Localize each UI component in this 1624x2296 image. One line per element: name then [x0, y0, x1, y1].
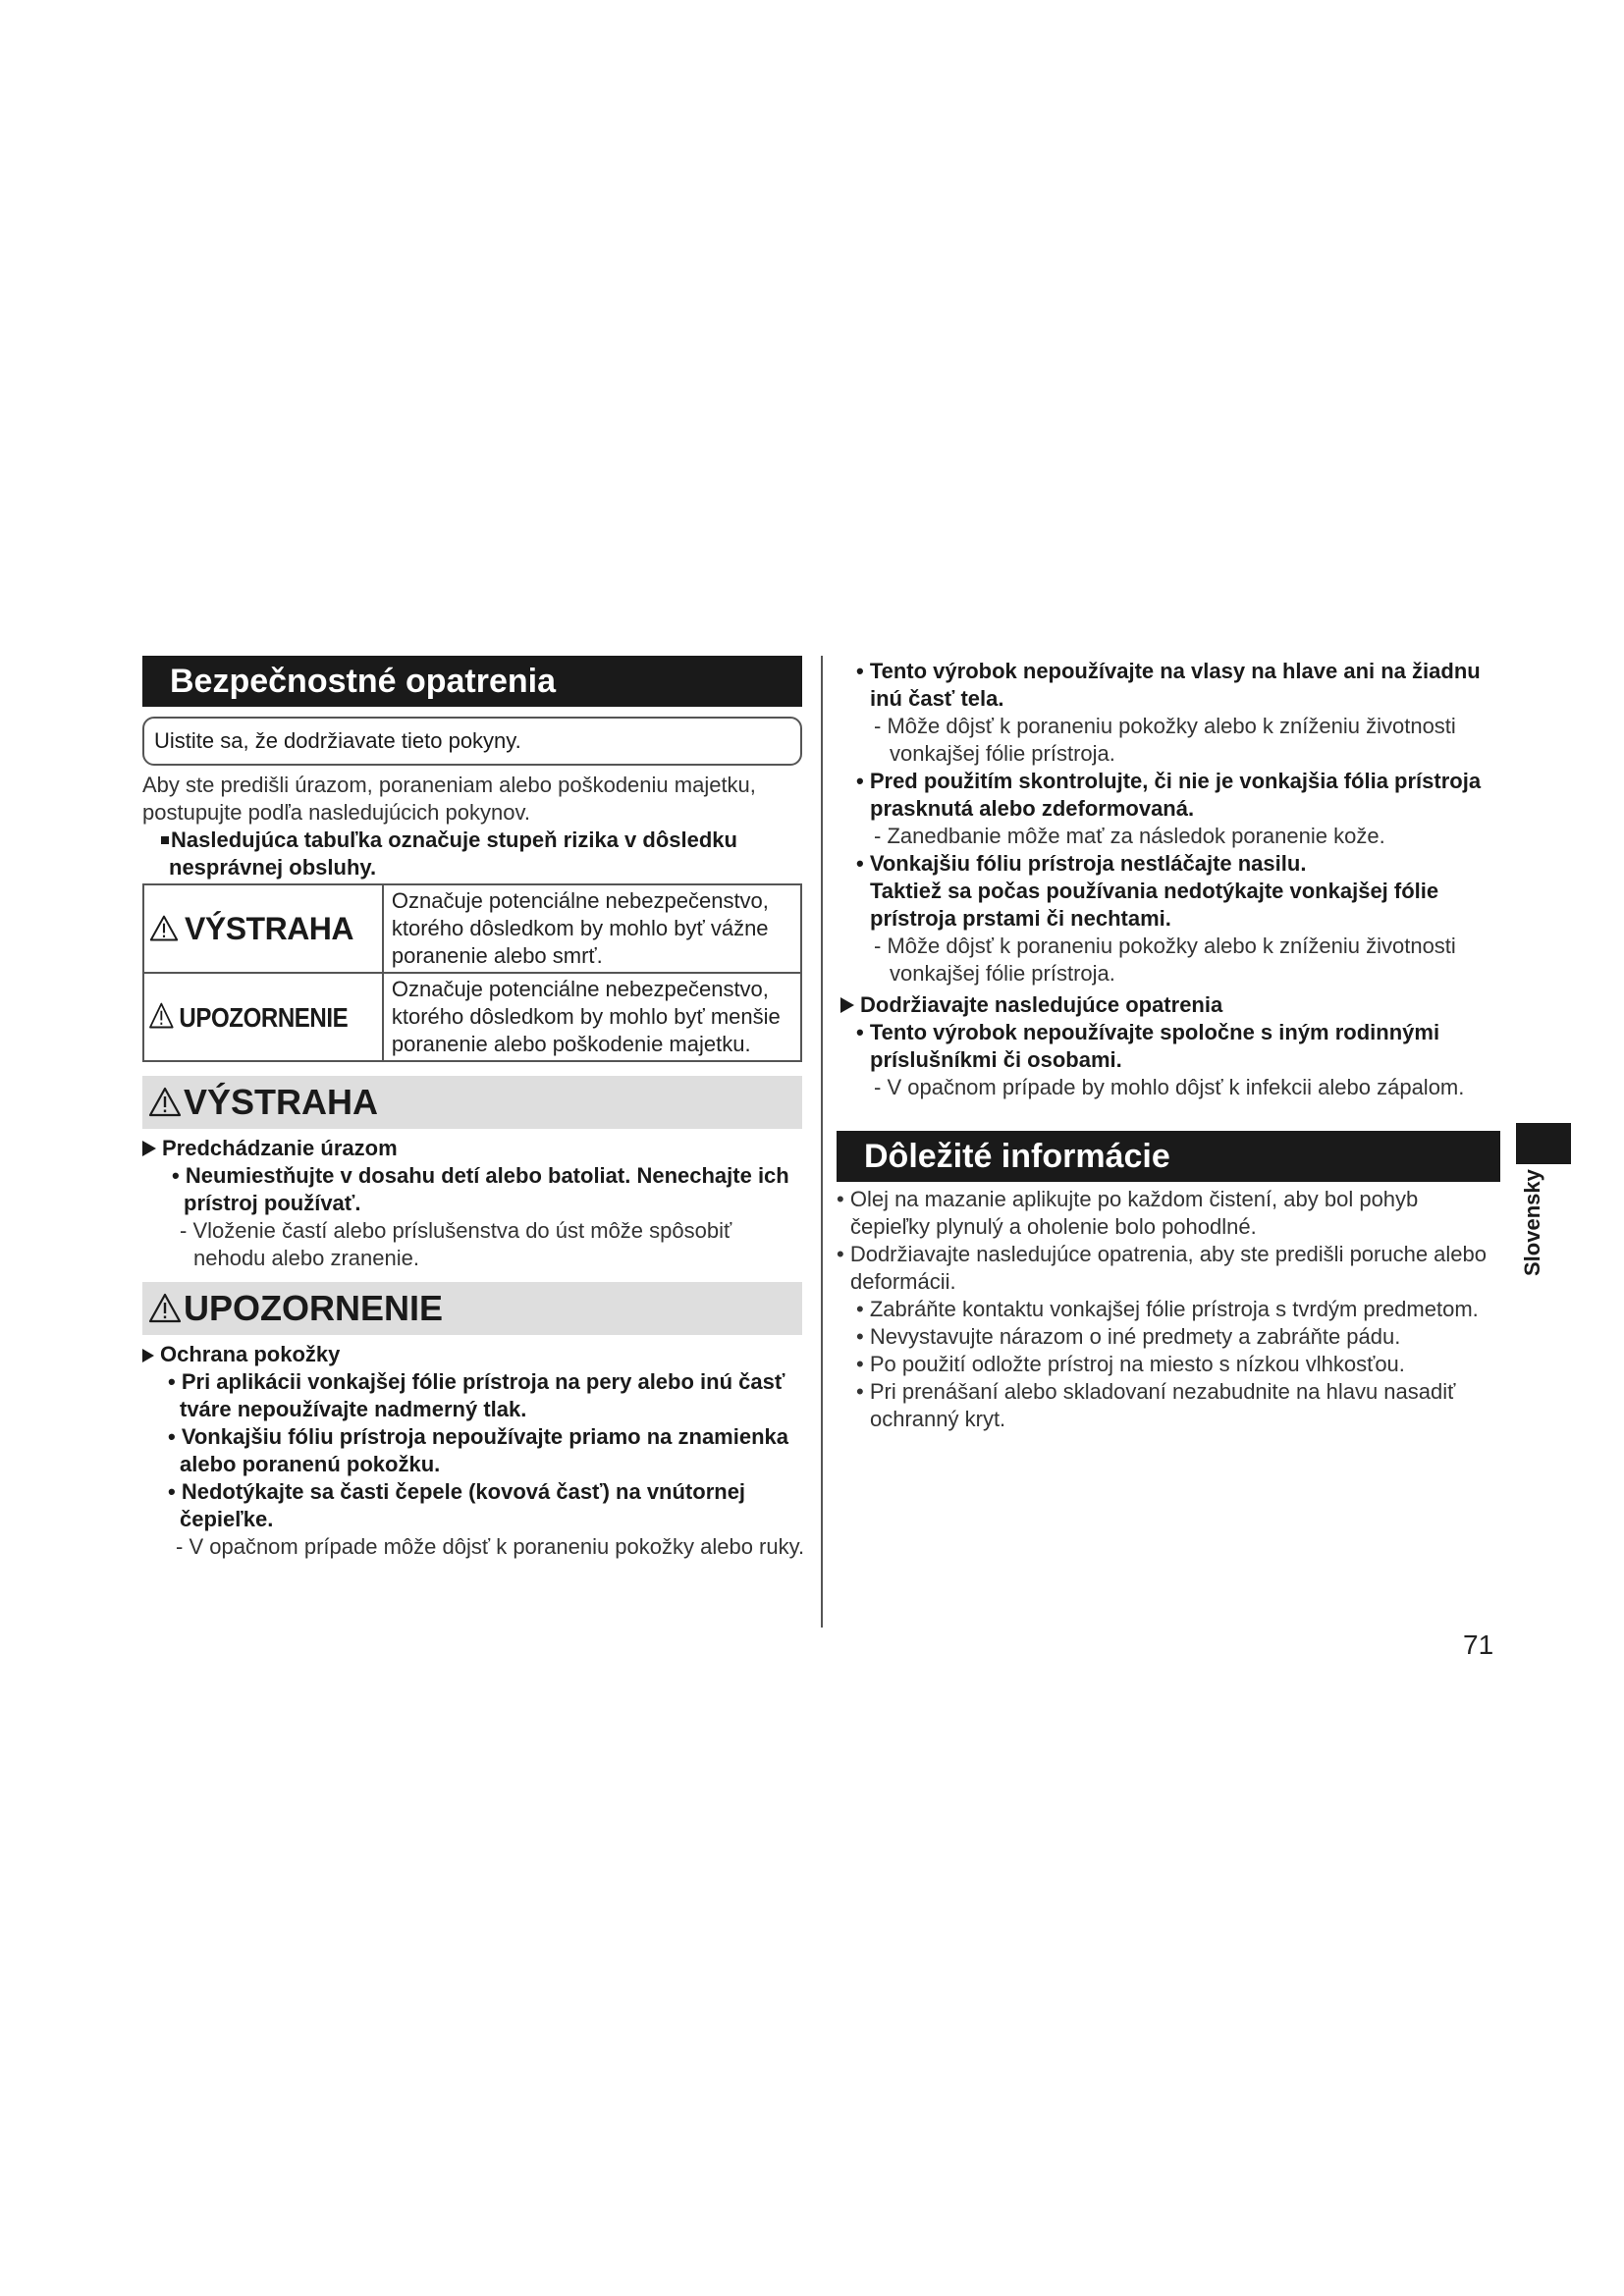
safety-note-line: V opačnom prípade by mohlo dôjsť k infekcii alebo zápalom.: [887, 1075, 1465, 1099]
table-note: [161, 827, 829, 881]
section-title-safety: [142, 656, 802, 707]
right-column-safety-list: • Tento výrobok nepoužívajte na vlasy na hlave ani na žiadnu inú časť tela. - Môže dôjsť k poraneniu pokožky alebo k zníženiu životnosti vonkajšej fólie prístroja. • Pred použitím skontrolujte, či nie je vonkajšia fólia prístroja prasknutá alebo zdeformovaná. - Zanedbanie môže mať za následok poranenie kože. • Vonkajšiu fóliu prístroja nestláčajte nasilu. Taktiež sa počas používania nedotýkajte vonkajšej fólie prístroja prstami či nechtami. - Môže dôjsť k poraneniu pokožky alebo k zníženiu životnosti vonkajšej fólie prístroja. Dodržiavajte nasledujúce opatrenia • Tento výrobok nepoužívajte spoločne s iným rodinnými príslušníkmi či osobami. - V opačnom prípade by mohlo dôjsť k infekcii alebo zápalom.: [856, 658, 1534, 1101]
intro-line: Aby ste predišli úrazom, poraneniam alebo poškodeniu majetku,: [142, 773, 756, 797]
safety-item-line: Tento výrobok nepoužívajte spoločne s iným rodinnými: [869, 1020, 1440, 1044]
info-subitem: Pri prenášaní alebo skladovaní nezabudnite na hlavu nasadiť: [869, 1379, 1456, 1404]
warning-triangle-icon: [148, 1001, 174, 1031]
warning-subheading: Predchádzanie úrazom: [162, 1136, 398, 1160]
risk-desc-line: ktorého dôsledkom by mohlo byť vážne: [391, 916, 769, 940]
info-subitem: ochranný kryt.: [870, 1407, 1006, 1431]
risk-desc-cell: [383, 973, 801, 1061]
square-bullet-icon: [161, 836, 169, 844]
table-note-line: Nasledujúca tabuľka označuje stupeň rizika v dôsledku: [171, 828, 737, 852]
warning-item-line: prístroj používať.: [184, 1191, 361, 1215]
caution-subheading: Ochrana pokožky: [160, 1342, 341, 1366]
section-title-safety-text: Bezpečnostné opatrenia: [170, 663, 556, 700]
caution-item-line: Pri aplikácii vonkajšej fólie prístroja na pery alebo inú časť: [181, 1369, 785, 1394]
safety-item-line: inú časť tela.: [870, 686, 1004, 711]
important-info-list: • Olej na mazanie aplikujte po každom čistení, aby bol pohyb čepieľky plynulý a oholenie bolo pohodlné. • Dodržiavajte nasledujúce opatrenia, aby ste predišli poruche alebo deformácii. • Zabráňte kontaktu vonkajšej fólie prístroja s tvrdým predmetom. • Nevystavujte nárazom o iné predmety a zabráňte pádu. • Po použití odložte prístroj na miesto s nízkou vlhkosťou. • Pri prenášaní alebo skladovaní nezabudnite na hlavu nasadiť ochranný kryt.: [837, 1186, 1524, 1433]
arrow-bullet-icon: [142, 1349, 154, 1362]
risk-label-text: VÝSTRAHA: [185, 910, 354, 946]
risk-level-table: [142, 883, 802, 1062]
safety-note-line: Môže dôjsť k poraneniu pokožky alebo k zníženiu životnosti: [887, 934, 1456, 958]
risk-desc-line: poranenie alebo smrť.: [391, 943, 603, 968]
info-subitem: Nevystavujte nárazom o iné predmety a zabráňte pádu.: [869, 1324, 1401, 1349]
notice-box-text: Uistite sa, že dodržiavate tieto pokyny.: [154, 728, 521, 753]
risk-desc-line: poranenie alebo poškodenie majetku.: [391, 1032, 751, 1056]
info-item-line: čepieľky plynulý a oholenie bolo pohodlné.: [850, 1214, 1257, 1239]
warning-heading-bar: [142, 1076, 802, 1129]
caution-section-content: Ochrana pokožky • Pri aplikácii vonkajšej fólie prístroja na pery alebo inú časť tváre nepoužívajte nadmerný tlak. • Vonkajšiu fóliu prístroja nepoužívajte priamo na znamienka alebo poranenú pokožku. • Nedotýkajte sa časti čepele (kovová časť) na vnútornej čepieľke. - V opačnom prípade môže dôjsť k poraneniu pokožky alebo ruky.: [142, 1341, 830, 1561]
caution-heading-text: UPOZORNENIE: [184, 1288, 444, 1328]
risk-label-caution: [145, 1001, 348, 1034]
risk-desc-line: Označuje potenciálne nebezpečenstvo,: [391, 977, 769, 1001]
precautions-subheading: Dodržiavajte nasledujúce opatrenia: [860, 992, 1223, 1017]
risk-desc-line: Označuje potenciálne nebezpečenstvo,: [391, 888, 769, 913]
risk-label-warning: [145, 911, 353, 946]
intro-line: postupujte podľa nasledujúcich pokynov.: [142, 800, 530, 825]
warning-triangle-icon: [148, 1292, 182, 1325]
info-item-line: deformácii.: [850, 1269, 956, 1294]
safety-item-line: Taktiež sa počas používania nedotýkajte vonkajšej fólie: [870, 879, 1439, 903]
section-title-important-info: [837, 1131, 1500, 1182]
page-number: [1463, 1629, 1493, 1661]
safety-note-line: vonkajšej fólie prístroja.: [890, 961, 1115, 986]
caution-heading-bar: [142, 1282, 802, 1335]
info-subitem: Zabráňte kontaktu vonkajšej fólie prístroja s tvrdým predmetom.: [869, 1297, 1479, 1321]
info-subitem: Po použití odložte prístroj na miesto s nízkou vlhkosťou.: [869, 1352, 1405, 1376]
safety-item-line: prasknutá alebo zdeformovaná.: [870, 796, 1195, 821]
intro-paragraph: [142, 772, 830, 827]
safety-note-line: Môže dôjsť k poraneniu pokožky alebo k zníženiu životnosti: [887, 714, 1456, 738]
column-divider: [821, 656, 823, 1628]
language-side-label-text: Slovensky: [1520, 1169, 1544, 1276]
caution-note: V opačnom prípade môže dôjsť k poraneniu pokožky alebo ruky.: [189, 1534, 805, 1559]
notice-box: [142, 717, 802, 766]
info-item-line: Dodržiavajte nasledujúce opatrenia, aby ste predišli poruche alebo: [849, 1242, 1488, 1266]
section-title-important-info-text: Dôležité informácie: [864, 1138, 1170, 1175]
page-number-text: 71: [1463, 1629, 1494, 1660]
table-note-line: nesprávnej obsluhy.: [169, 855, 377, 880]
caution-item-line: tváre nepoužívajte nadmerný tlak.: [180, 1397, 527, 1421]
warning-item-line: Neumiestňujte v dosahu detí alebo batoliat. Nenechajte ich: [185, 1163, 789, 1188]
risk-desc-line: ktorého dôsledkom by mohlo byť menšie: [391, 1004, 781, 1029]
arrow-bullet-icon: [142, 1141, 156, 1156]
language-side-label: [1520, 1169, 1545, 1276]
info-item-line: Olej na mazanie aplikujte po každom čistení, aby bol pohyb: [849, 1187, 1419, 1211]
safety-note-line: vonkajšej fólie prístroja.: [890, 741, 1115, 766]
warning-heading-text: VÝSTRAHA: [184, 1082, 379, 1122]
risk-label-text: UPOZORNENIE: [179, 1001, 349, 1033]
risk-label-cell: [143, 973, 383, 1061]
caution-item-line: Nedotýkajte sa časti čepele (kovová časť) na vnútornej: [181, 1479, 746, 1504]
warning-note-line: nehodu alebo zranenie.: [193, 1246, 419, 1270]
safety-item-line: príslušníkmi či osobami.: [870, 1047, 1122, 1072]
risk-row-warning: [143, 884, 801, 973]
risk-row-caution: [143, 973, 801, 1061]
warning-triangle-icon: [148, 1086, 182, 1119]
warning-section-content: Predchádzanie úrazom • Neumiestňujte v dosahu detí alebo batoliat. Nenechajte ich prístroj používať. - Vloženie častí alebo príslušenstva do úst môže spôsobiť nehodu alebo zranenie.: [142, 1135, 830, 1272]
warning-note-line: Vloženie častí alebo príslušenstva do úst môže spôsobiť: [192, 1218, 732, 1243]
safety-item-line: Vonkajšiu fóliu prístroja nestláčajte nasilu.: [869, 851, 1307, 876]
risk-desc-cell: [383, 884, 801, 973]
safety-item-line: Tento výrobok nepoužívajte na vlasy na hlave ani na žiadnu: [869, 659, 1481, 683]
caution-item-line: alebo poranenú pokožku.: [180, 1452, 441, 1476]
safety-item-line: prístroja prstami či nechtami.: [870, 906, 1171, 931]
safety-item-line: Pred použitím skontrolujte, či nie je vonkajšia fólia prístroja: [869, 769, 1482, 793]
language-side-tab: [1516, 1123, 1571, 1164]
safety-note-line: Zanedbanie môže mať za následok poranenie kože.: [887, 824, 1385, 848]
risk-label-cell: [143, 884, 383, 973]
arrow-bullet-icon: [840, 997, 854, 1013]
caution-item-line: Vonkajšiu fóliu prístroja nepoužívajte priamo na znamienka: [181, 1424, 788, 1449]
caution-item-line: čepieľke.: [180, 1507, 274, 1531]
warning-triangle-icon: [149, 914, 179, 943]
